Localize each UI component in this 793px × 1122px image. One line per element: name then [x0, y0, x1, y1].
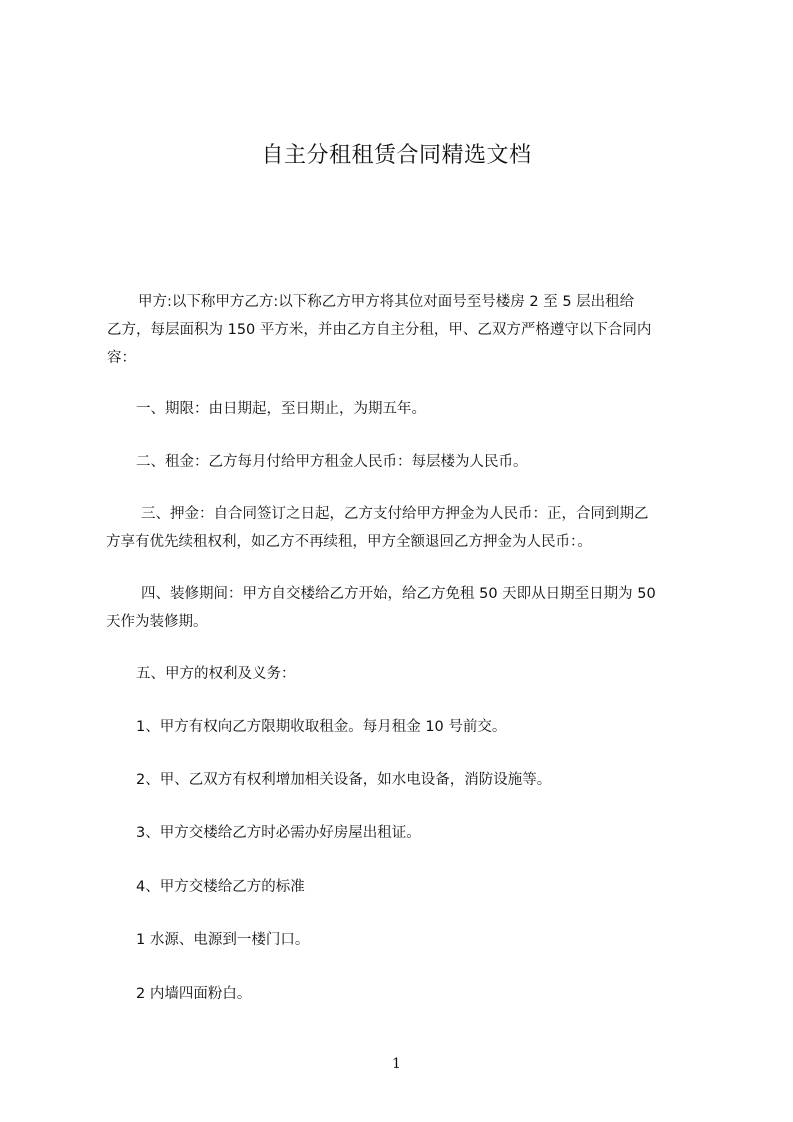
- list-item: [0, 873, 305, 901]
- paragraph-line: 甲方:以下称甲方乙方:以下称乙方甲方将其位对面号至号楼房 2 至 5 层出租给: [138, 294, 635, 310]
- paragraph-line: 4、甲方交楼给乙方的标准: [136, 879, 305, 895]
- paragraph-line: 2 内墙四面粉白。: [136, 986, 252, 1002]
- paragraph-line: 容：: [107, 350, 136, 366]
- paragraph-line: 乙方，每层面积为 150 平方米，并由乙方自主分租，甲、乙双方严格遵守以下合同内: [107, 322, 652, 338]
- paragraph-line: 3、甲方交楼给乙方时必需办好房屋出租证。: [136, 825, 421, 841]
- paragraph-line: 2、甲、乙双方有权利增加相关设备，如水电设备，消防设施等。: [136, 772, 552, 788]
- paragraph-line: 四、装修期间：甲方自交楼给乙方开始，给乙方免租 50 天即从日期至日期为 50: [141, 586, 656, 602]
- document-title: 自主分租租赁合同精选文档: [261, 143, 532, 168]
- paragraph-intro: [0, 288, 651, 372]
- list-item: [0, 713, 506, 741]
- paragraph-line: 二、租金：乙方每月付给甲方租金人民币：每层楼为人民币。: [136, 454, 528, 470]
- clause-deposit: [0, 500, 649, 556]
- list-item: [0, 980, 251, 1008]
- paragraph-line: 1、甲方有权向乙方限期收取租金。每月租金 10 号前交。: [136, 719, 507, 735]
- clause-term: [0, 395, 426, 423]
- paragraph-line: 三、押金：自合同签订之日起，乙方支付给甲方押金为人民币：正，合同到期乙: [141, 506, 649, 522]
- paragraph-line: 一、期限：由日期起，至日期止，为期五年。: [136, 401, 426, 417]
- page-number: 1: [392, 1056, 401, 1072]
- list-item: [0, 819, 421, 847]
- clause-party-a-rights: [0, 660, 296, 688]
- paragraph-line: 天作为装修期。: [106, 614, 208, 630]
- list-item: [0, 766, 551, 794]
- paragraph-line: 1 水源、电源到一楼门口。: [136, 932, 310, 948]
- list-item: [0, 926, 309, 954]
- clause-renovation: [0, 580, 656, 636]
- paragraph-line: 五、甲方的权利及义务：: [136, 666, 296, 682]
- paragraph-line: 方享有优先续租权利，如乙方不再续租，甲方全额退回乙方押金为人民币：。: [106, 534, 592, 550]
- clause-rent: [0, 448, 528, 476]
